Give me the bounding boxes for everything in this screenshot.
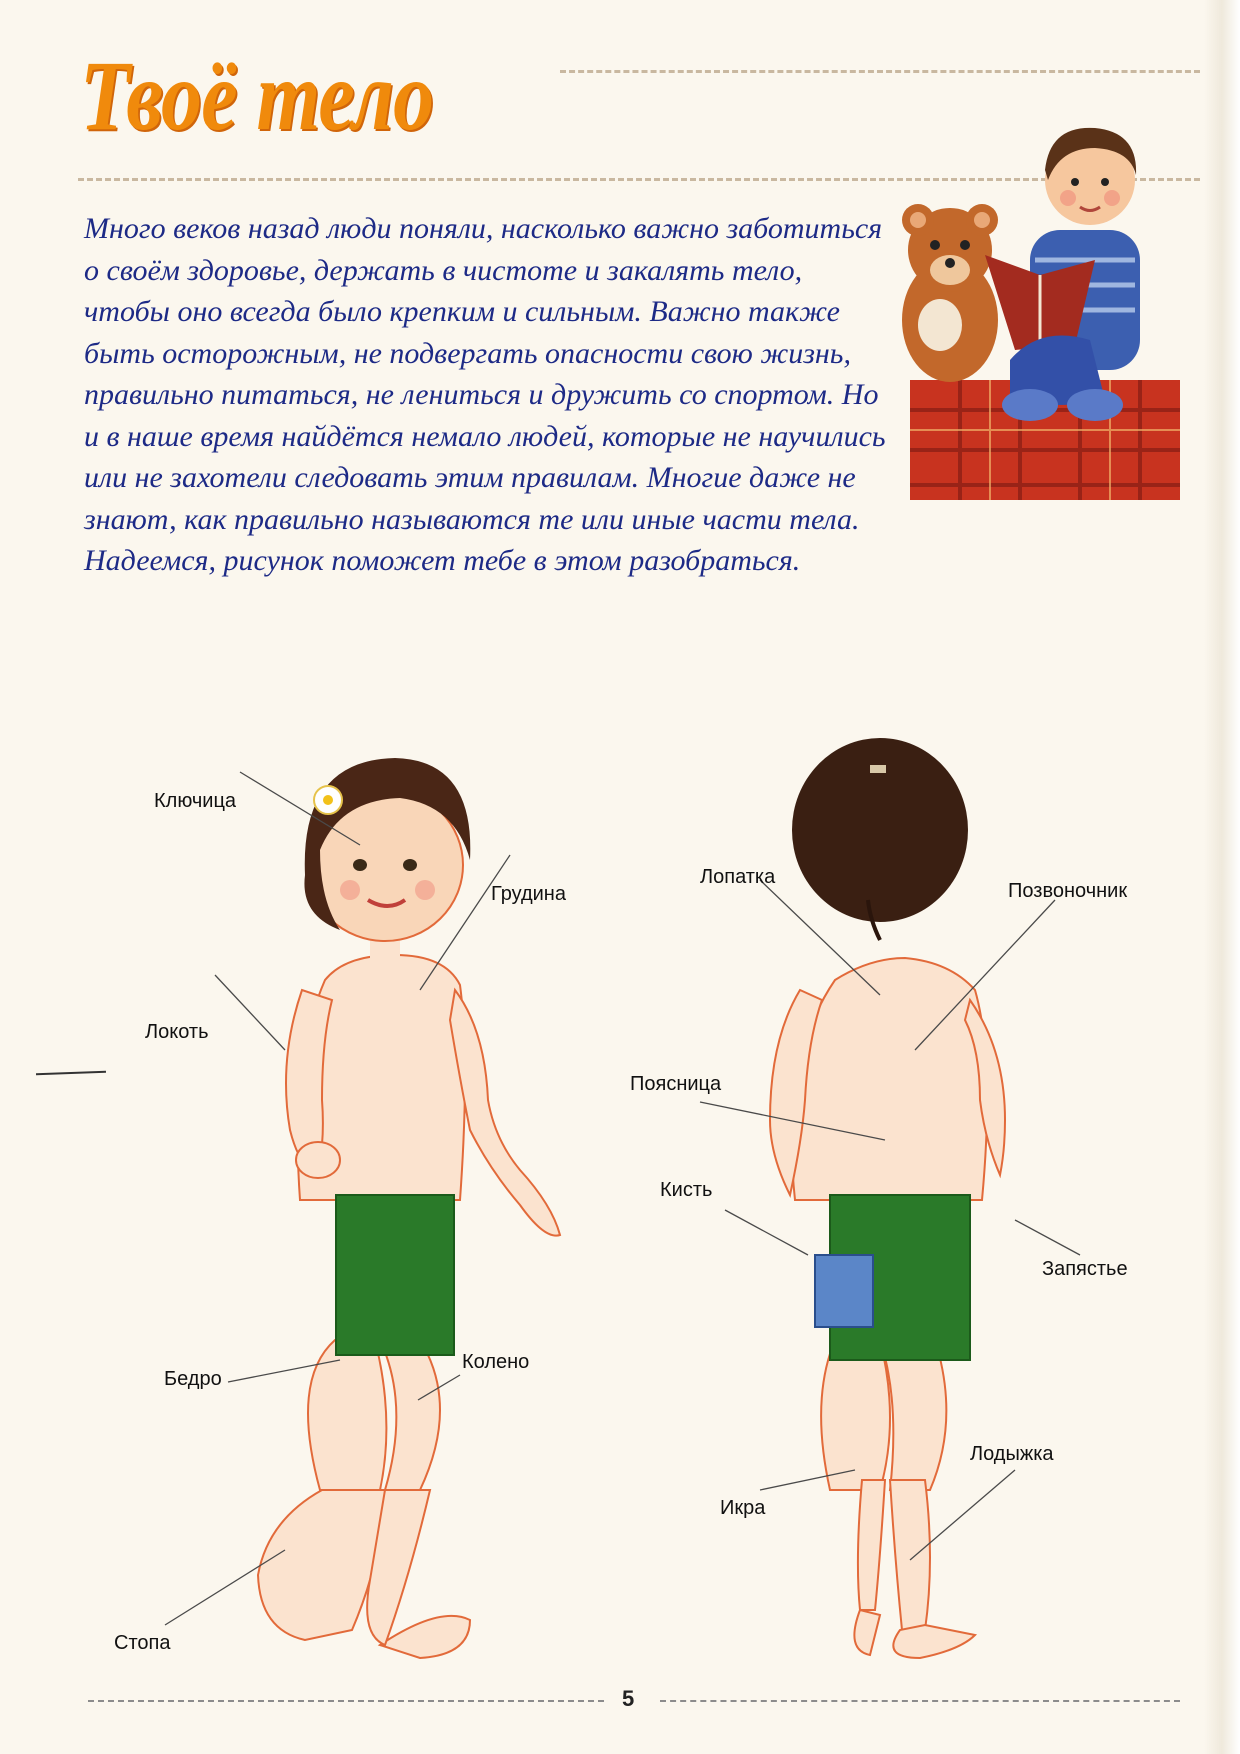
body-parts-diagram	[0, 700, 1240, 1660]
label-ikra: Икра	[720, 1497, 766, 1519]
page-title: Твоё тело	[80, 40, 434, 151]
label-grudina: Грудина	[491, 883, 566, 905]
label-pozvonochnik: Позвоночник	[1008, 880, 1128, 902]
intro-text: Много веков назад люди поняли, насколько важно заботиться о своём здоровье, держать в чистоте и закалять тело, чтобы оно всегда было крепким и сильным. Важно также быть осторожным, не подвергать опасности свою жизнь, правильно питаться, не лениться и дружить со спортом. Но и в наше время найдётся немало людей, которые не научились или не захотели следовать этим правилам. Многие даже не знают, как правильно называются те или иные части тела. Надеемся, рисунок поможет тебе в этом разобраться.	[84, 212, 886, 577]
page-number: 5	[622, 1686, 635, 1711]
footer-rule-left	[88, 1700, 604, 1702]
girl-back-figure	[770, 738, 1005, 1658]
label-lodyzhka: Лодыжка	[970, 1443, 1054, 1465]
label-koleno: Колено	[462, 1351, 530, 1373]
label-klyuchitsa: Ключица	[154, 790, 237, 812]
label-zapyastie: Запястье	[1042, 1258, 1128, 1280]
label-poyasnitsa: Поясница	[630, 1073, 722, 1095]
footer-rule-right	[660, 1700, 1180, 1702]
label-stopa: Стопа	[114, 1632, 171, 1654]
label-lopatka: Лопатка	[700, 866, 776, 888]
label-lokot: Локоть	[145, 1021, 209, 1043]
title-top-rule	[560, 70, 1200, 73]
intro-paragraph	[84, 208, 1194, 582]
label-kist: Кисть	[660, 1179, 713, 1201]
label-bedro: Бедро	[164, 1368, 222, 1390]
